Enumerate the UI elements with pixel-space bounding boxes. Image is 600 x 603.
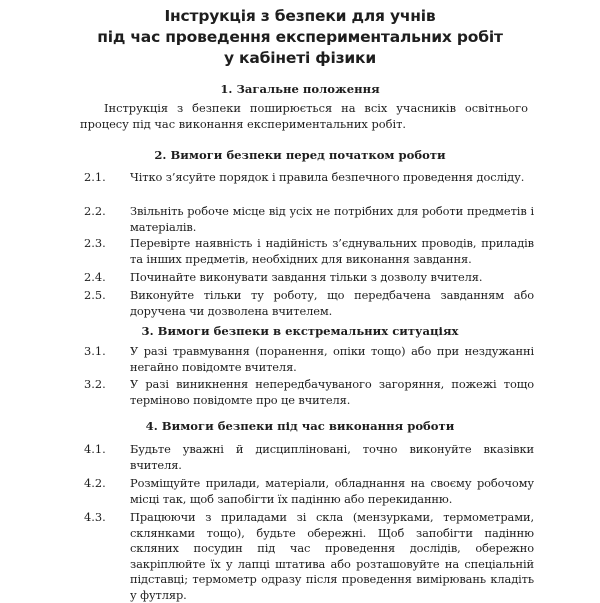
item-number: 4.3.: [84, 510, 106, 524]
item-text: Звільніть робоче місце від усіх не потрібних для роботи предметів і матеріалів.: [130, 204, 534, 234]
document-title: [0, 6, 600, 69]
list-item-2-1: [84, 170, 534, 186]
item-number: 2.4.: [84, 270, 106, 284]
item-number: 4.1.: [84, 442, 106, 456]
item-number: 3.1.: [84, 344, 106, 358]
item-text: Перевірте наявність і надійність з’єднувальних проводів, приладів та інших предметів, необхідних для виконання завдання.: [130, 236, 534, 266]
section-4-heading: 4. Вимоги безпеки під час виконання роботи: [145, 419, 455, 433]
item-number: 2.1.: [84, 170, 106, 184]
item-text: Розміщуйте прилади, матеріали, обладнання на своєму робочому місці так, щоб запобігти їх падінню або перекиданню.: [130, 476, 534, 506]
list-item-3-1: [84, 344, 534, 375]
list-item-4-3: [84, 510, 534, 603]
list-item-2-2: [84, 204, 534, 235]
title-line-3: у кабінеті фізики: [223, 49, 377, 67]
section-3-heading: 3. Вимоги безпеки в екстремальних ситуаціях: [141, 324, 459, 338]
item-text: Будьте уважні й дисципліновані, точно виконуйте вказівки вчителя.: [130, 442, 534, 472]
item-text: Чітко з’ясуйте порядок і правила безпечного проведення досліду.: [130, 170, 525, 184]
list-item-2-3: [84, 236, 534, 267]
title-line-1: Інструкція з безпеки для учнів: [164, 7, 436, 25]
list-item-2-4: [84, 270, 534, 286]
section-1-paragraph-text: Інструкція з безпеки поширюється на всіх учасників освітнього процесу під час виконання експериментальних робіт.: [80, 101, 528, 131]
item-number: 2.3.: [84, 236, 106, 250]
item-text: Працюючи з приладами зі скла (мензурками, термометрами, склянками тощо), будьте обережні. Щоб запобігти падінню скляних посудин під час проведення дослідів, обережно закріплюйте їх у лапці штатива або розташовуйте на спеціальній підставці; термометр одразу після проведення вимірювань кладіть у футляр.: [130, 510, 534, 602]
item-text: Виконуйте тільки ту роботу, що передбачена завданням або доручена чи дозволена вчителем.: [130, 288, 534, 318]
list-item-4-1: [84, 442, 534, 473]
item-text: У разі виникнення непередбачуваного загоряння, пожежі тощо терміново повідомте про це вчителя.: [130, 377, 534, 407]
section-1-heading: 1. Загальне положення: [220, 82, 380, 96]
title-line-2: під час проведення експериментальних робіт: [97, 28, 503, 46]
section-1-paragraph: [80, 101, 528, 132]
list-item-2-5: [84, 288, 534, 319]
list-item-3-2: [84, 377, 534, 408]
item-text: Починайте виконувати завдання тільки з дозволу вчителя.: [130, 270, 483, 284]
item-number: 4.2.: [84, 476, 106, 490]
item-number: 3.2.: [84, 377, 106, 391]
item-number: 2.2.: [84, 204, 106, 218]
item-text: У разі травмування (поранення, опіки тощо) або при нездужанні негайно повідомте вчителя.: [130, 344, 534, 374]
item-number: 2.5.: [84, 288, 106, 302]
section-2-heading: 2. Вимоги безпеки перед початком роботи: [154, 148, 446, 162]
list-item-4-2: [84, 476, 534, 507]
